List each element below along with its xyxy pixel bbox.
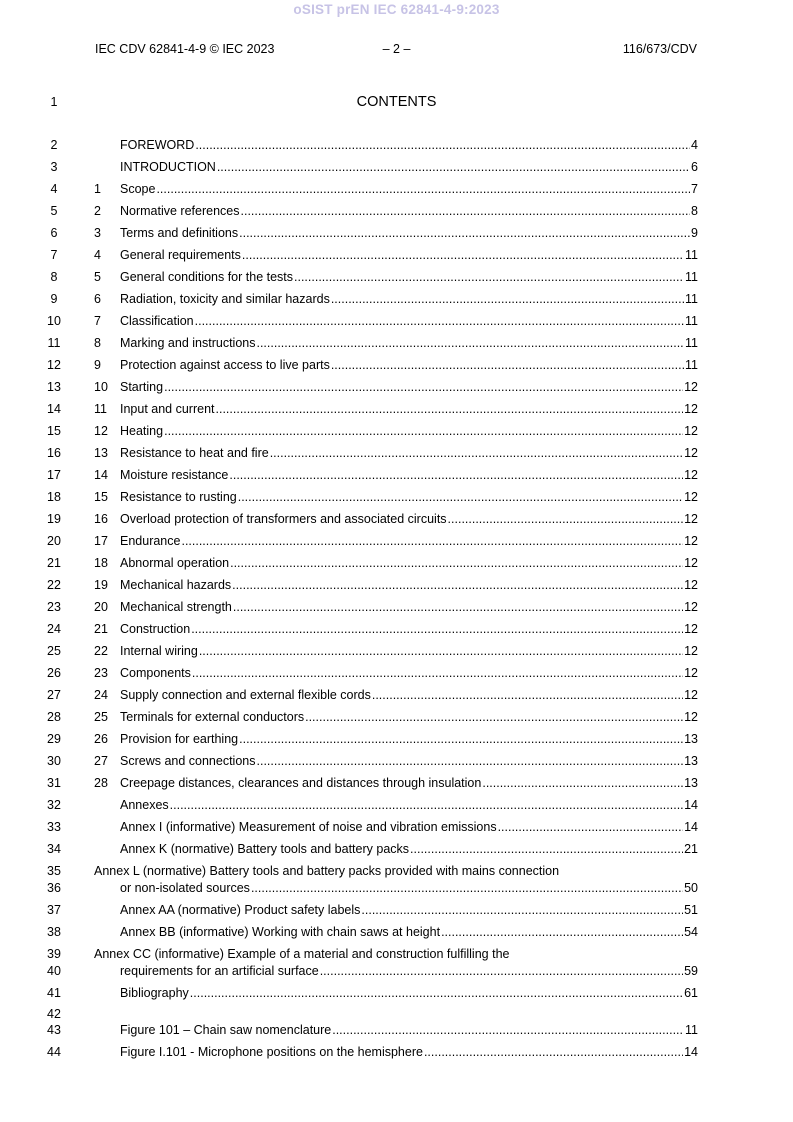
line-number: 35 (47, 864, 61, 878)
clause-number: 5 (94, 270, 101, 284)
dot-leader (270, 446, 683, 461)
dot-leader (229, 468, 683, 483)
toc-entry[interactable] (38, 1045, 698, 1060)
line-number: 2 (50, 138, 58, 152)
line-number: 9 (50, 292, 58, 306)
toc-entry-title: Screws and connections (120, 754, 256, 768)
clause-number: 11 (94, 402, 107, 416)
line-number: 43 (47, 1023, 61, 1037)
toc-entry-title: Marking and instructions (120, 336, 256, 350)
toc-page-number: 12 (684, 688, 698, 702)
line-number: 37 (47, 903, 61, 917)
toc-entry-title: FOREWORD (120, 138, 195, 152)
toc-page-number: 12 (684, 666, 698, 680)
clause-number: 26 (94, 732, 108, 746)
toc-entry[interactable] (38, 160, 698, 175)
line-number: 4 (50, 182, 58, 196)
toc-page-number: 12 (684, 534, 698, 548)
dot-leader (239, 226, 690, 241)
dot-leader (232, 578, 683, 593)
toc-entry-title: Creepage distances, clearances and distances through insulation (120, 776, 482, 790)
toc-entry[interactable] (38, 925, 698, 940)
toc-entry-title: General requirements (120, 248, 241, 262)
line-number: 26 (47, 666, 61, 680)
toc-entry[interactable] (38, 986, 698, 1001)
toc-page-number: 14 (684, 1045, 698, 1059)
toc-page-number: 12 (684, 644, 698, 658)
toc-entry[interactable] (38, 314, 698, 329)
line-number: 23 (47, 600, 61, 614)
toc-entry[interactable] (38, 903, 698, 918)
toc-entry[interactable] (38, 424, 698, 439)
toc-page-number: 4 (691, 138, 698, 152)
dot-leader (216, 402, 684, 417)
clause-number: 20 (94, 600, 108, 614)
clause-number: 10 (94, 380, 108, 394)
toc-page-number: 12 (684, 380, 698, 394)
dot-leader (294, 270, 684, 285)
clause-number: 19 (94, 578, 108, 592)
dot-leader (410, 842, 683, 857)
toc-entry[interactable] (38, 534, 698, 549)
line-number: 28 (47, 710, 61, 724)
line-number: 5 (50, 204, 58, 218)
toc-entry-title: General conditions for the tests (120, 270, 294, 284)
toc-entry-title: Input and current (120, 402, 215, 416)
toc-page-number: 54 (684, 925, 698, 939)
clause-number: 8 (94, 336, 101, 350)
line-number: 40 (47, 964, 61, 978)
clause-number: 9 (94, 358, 101, 372)
toc-entry[interactable] (38, 336, 698, 351)
clause-number: 3 (94, 226, 101, 240)
dot-leader (257, 754, 684, 769)
line-number: 3 (50, 160, 58, 174)
toc-entry-title: Annex AA (normative) Product safety labels (120, 903, 361, 917)
dot-leader (191, 622, 683, 637)
toc-page-number: 14 (684, 798, 698, 812)
toc-entry[interactable] (38, 204, 698, 219)
dot-leader (230, 556, 683, 571)
toc-page-number: 12 (684, 600, 698, 614)
toc-entry-title: Internal wiring (120, 644, 198, 658)
dot-leader (164, 380, 683, 395)
line-number: 27 (47, 688, 61, 702)
dot-leader (233, 600, 683, 615)
clause-number: 25 (94, 710, 108, 724)
clause-number: 13 (94, 446, 108, 460)
dot-leader (241, 204, 691, 219)
clause-number: 28 (94, 776, 108, 790)
toc-entry[interactable] (38, 358, 698, 373)
header-document-id: IEC CDV 62841-4-9 © IEC 2023 (95, 42, 275, 56)
dot-leader (239, 732, 683, 747)
toc-entry[interactable] (38, 226, 698, 241)
line-number: 6 (50, 226, 58, 240)
line-number: 38 (47, 925, 61, 939)
toc-page-number: 11 (685, 292, 698, 306)
line-number: 25 (47, 644, 61, 658)
toc-entry-title: Protection against access to live parts (120, 358, 330, 372)
toc-entry[interactable] (38, 380, 698, 395)
toc-entry[interactable] (38, 248, 698, 263)
line-number: 1 (50, 95, 58, 109)
line-number: 29 (47, 732, 61, 746)
line-number: 11 (47, 336, 61, 350)
toc-entry-title: Resistance to heat and fire (120, 446, 269, 460)
page-title: CONTENTS (356, 94, 437, 110)
toc-page-number: 6 (691, 160, 698, 174)
toc-entry-title: Classification (120, 314, 194, 328)
clause-number: 27 (94, 754, 108, 768)
dot-leader (156, 182, 690, 197)
toc-entry-title: Annex BB (informative) Working with chain saws at height (120, 925, 441, 939)
toc-entry-title: Overload protection of transformers and associated circuits (120, 512, 447, 526)
toc-entry[interactable] (38, 754, 698, 769)
line-number: 32 (47, 798, 61, 812)
toc-page-number: 8 (691, 204, 698, 218)
toc-entry[interactable] (38, 556, 698, 571)
toc-entry-title: Provision for earthing (120, 732, 239, 746)
clause-number: 22 (94, 644, 108, 658)
toc-page-number: 14 (684, 820, 698, 834)
toc-entry-title: Figure 101 – Chain saw nomenclature (120, 1023, 332, 1037)
toc-entry-title: Terminals for external conductors (120, 710, 305, 724)
toc-entry[interactable] (38, 732, 698, 747)
toc-entry-title: Endurance (120, 534, 181, 548)
dot-leader (190, 986, 683, 1001)
dot-leader (251, 881, 683, 896)
toc-entry-title: Bibliography (120, 986, 189, 1000)
toc-page-number: 50 (684, 881, 698, 895)
toc-entry[interactable] (38, 947, 698, 979)
toc-page-number: 12 (684, 710, 698, 724)
toc-page-number: 7 (691, 182, 698, 196)
line-number: 18 (47, 490, 61, 504)
line-number: 22 (47, 578, 61, 592)
toc-page-number: 9 (691, 226, 698, 240)
toc-page-number: 11 (685, 1023, 698, 1037)
clause-number: 1 (94, 182, 101, 196)
header-document-code: 116/673/CDV (622, 42, 697, 56)
toc-page-number: 12 (684, 446, 698, 460)
toc-entry[interactable] (38, 820, 698, 835)
toc-entry[interactable] (38, 798, 698, 813)
toc-page-number: 12 (684, 490, 698, 504)
clause-number: 23 (94, 666, 108, 680)
toc-page-number: 12 (684, 512, 698, 526)
clause-number: 6 (94, 292, 101, 306)
toc-entry-title: Components (120, 666, 191, 680)
toc-entry[interactable] (38, 578, 698, 593)
toc-entry[interactable] (38, 446, 698, 461)
toc-page-number: 13 (684, 754, 698, 768)
line-number: 16 (47, 446, 61, 460)
toc-entry[interactable] (38, 512, 698, 527)
dot-leader (448, 512, 684, 527)
line-number: 17 (47, 468, 61, 482)
dot-leader (331, 358, 684, 373)
toc-page-number: 12 (684, 424, 698, 438)
toc-page-number: 11 (685, 314, 698, 328)
toc-page-number: 12 (684, 578, 698, 592)
toc-page-number: 51 (684, 903, 698, 917)
toc-entry-title: Supply connection and external flexible cords (120, 688, 371, 702)
dot-leader (482, 776, 683, 791)
toc-entry-title: Moisture resistance (120, 468, 229, 482)
toc-entry-title: Heating (120, 424, 164, 438)
dot-leader (195, 314, 684, 329)
toc-page-number: 59 (684, 964, 698, 978)
toc-entry-title-continued: requirements for an artificial surface (120, 964, 319, 978)
dot-leader (320, 964, 683, 979)
line-number: 34 (47, 842, 61, 856)
clause-number: 7 (94, 314, 101, 328)
dot-leader (372, 688, 683, 703)
toc-entry-title: Resistance to rusting (120, 490, 237, 504)
line-number: 36 (47, 881, 61, 895)
toc-entry[interactable] (38, 138, 698, 153)
toc-page-number: 11 (685, 248, 698, 262)
clause-number: 17 (94, 534, 108, 548)
toc-entry[interactable] (38, 1023, 698, 1038)
toc-entry[interactable] (38, 468, 698, 483)
clause-number: 12 (94, 424, 108, 438)
header-page-number: – 2 – (382, 42, 411, 56)
dot-leader (498, 820, 684, 835)
dot-leader (256, 336, 684, 351)
toc-page-number: 21 (684, 842, 698, 856)
toc-entry-title: Mechanical strength (120, 600, 232, 614)
line-number: 20 (47, 534, 61, 548)
toc-page-number: 12 (684, 468, 698, 482)
clause-number: 16 (94, 512, 108, 526)
toc-page-number: 12 (684, 622, 698, 636)
dot-leader (424, 1045, 683, 1060)
toc-entry[interactable] (38, 292, 698, 307)
dot-leader (332, 1023, 684, 1038)
toc-page-number: 11 (685, 336, 698, 350)
line-number: 14 (47, 402, 61, 416)
toc-entry-title: Scope (120, 182, 156, 196)
toc-page-number: 13 (684, 776, 698, 790)
toc-entry-title: Figure I.101 - Microphone positions on the hemisphere (120, 1045, 423, 1059)
toc-entry[interactable] (38, 776, 698, 791)
line-number: 19 (47, 512, 61, 526)
toc-page-number: 13 (684, 732, 698, 746)
dot-leader (181, 534, 683, 549)
toc-entry[interactable] (38, 600, 698, 615)
line-number: 39 (47, 947, 61, 961)
clause-number: 14 (94, 468, 108, 482)
toc-entry-title: Radiation, toxicity and similar hazards (120, 292, 330, 306)
toc-entry[interactable] (38, 710, 698, 725)
dot-leader (242, 248, 684, 263)
toc-entry-title: Annex K (normative) Battery tools and battery packs (120, 842, 410, 856)
toc-entry-title-continued: or non-isolated sources (120, 881, 250, 895)
clause-number: 2 (94, 204, 101, 218)
toc-page-number: 12 (684, 556, 698, 570)
toc-entry-title: Starting (120, 380, 164, 394)
toc-entry[interactable] (38, 666, 698, 681)
clause-number: 21 (94, 622, 108, 636)
dot-leader (305, 710, 683, 725)
clause-number: 24 (94, 688, 108, 702)
toc-entry-title: Normative references (120, 204, 240, 218)
toc-entry[interactable] (38, 864, 698, 896)
dot-leader (217, 160, 690, 175)
toc-entry[interactable] (38, 622, 698, 637)
toc-entry-title: Mechanical hazards (120, 578, 232, 592)
dot-leader (441, 925, 683, 940)
toc-entry[interactable] (38, 182, 698, 197)
toc-entry-title: INTRODUCTION (120, 160, 216, 174)
dot-leader (361, 903, 683, 918)
toc-entry[interactable] (38, 644, 698, 659)
toc-entry[interactable] (38, 842, 698, 857)
toc-page-number: 11 (685, 358, 698, 372)
toc-entry-title: Terms and definitions (120, 226, 239, 240)
dot-leader (195, 138, 690, 153)
line-number: 24 (47, 622, 61, 636)
toc-entry-title: Abnormal operation (120, 556, 230, 570)
line-number: 8 (50, 270, 58, 284)
dot-leader (238, 490, 683, 505)
line-number: 13 (47, 380, 61, 394)
line-number: 44 (47, 1045, 61, 1059)
clause-number: 15 (94, 490, 108, 504)
toc-entry-title: Annex CC (informative) Example of a material and construction fulfilling the (94, 947, 510, 961)
line-number: 31 (47, 776, 61, 790)
line-number: 33 (47, 820, 61, 834)
dot-leader (164, 424, 683, 439)
toc-page-number: 12 (684, 402, 698, 416)
line-number: 10 (47, 314, 61, 328)
line-number: 12 (47, 358, 61, 372)
line-number: 21 (47, 556, 61, 570)
dot-leader (170, 798, 683, 813)
toc-entry-title: Annex L (normative) Battery tools and battery packs provided with mains connection (94, 864, 560, 878)
toc-entry-title: Annexes (120, 798, 169, 812)
toc-entry[interactable] (38, 402, 698, 417)
clause-number: 18 (94, 556, 108, 570)
toc-entry[interactable] (38, 270, 698, 285)
toc-entry[interactable] (38, 490, 698, 505)
toc-page-number: 61 (684, 986, 698, 1000)
watermark: oSIST prEN IEC 62841-4-9:2023 (293, 2, 500, 17)
toc-entry[interactable] (38, 688, 698, 703)
line-number: 7 (50, 248, 58, 262)
line-number: 42 (47, 1007, 61, 1021)
clause-number: 4 (94, 248, 101, 262)
dot-leader (192, 666, 683, 681)
dot-leader (199, 644, 683, 659)
line-number: 41 (47, 986, 61, 1000)
dot-leader (331, 292, 684, 307)
toc-entry-title: Construction (120, 622, 191, 636)
toc-page-number: 11 (685, 270, 698, 284)
line-number: 30 (47, 754, 61, 768)
toc-entry-title: Annex I (informative) Measurement of noise and vibration emissions (120, 820, 497, 834)
title-row (0, 94, 793, 112)
line-number: 15 (47, 424, 61, 438)
